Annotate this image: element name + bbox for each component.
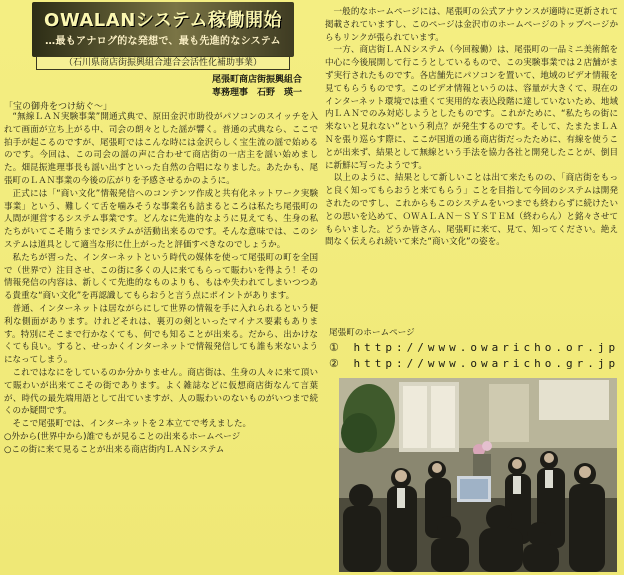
left-paragraph: 私たちが習った、インターネットという時代の媒体を使って尾張町の町を全国で（世界で）注目させ、この街に多くの人に来てもらって賑わいを得よう！その情報発信の内容は、新しくて先進的なものよりも、もはや失われてしまいつつある貴重な“商い文化”を再認識してもらおうと言う点にポイントがあります。 — [4, 252, 318, 302]
right-paragraph: 一般的なホームページには、尾張町の公式アナウンスが適時に更新されて掲載されていますし、このページは金沢市のホームページのトップページからもリンクが張られています。 — [325, 7, 618, 43]
list-item: ○この街に来て見ることが出来る商店街内ＬＡＮシステム — [4, 444, 225, 455]
section-heading: 「宝の御舟をつけ紡ぐ～」 — [4, 102, 113, 112]
ceremony-photo-illustration — [339, 378, 617, 572]
ceremony-photo — [339, 378, 617, 572]
url-number: ① — [329, 341, 343, 354]
url-number: ② — [329, 357, 343, 370]
author-name: 専務理事 石野 瑛一 — [212, 88, 303, 98]
right-paragraph: 一方、商店街ＬＡＮシステム（今回稼働）は、尾張町の一品ミニ美術館を中心に今後展開して行こうとしているもので、この実験事業では２店舗がまず実行されたものです。各店舗先にパソコンを置いて、地域のビデオ情報を見てもらうものです。このビデオ情報というのは、容量が大きくて、現在のインターネット環境では重くて実用的な表込段階に達していないため、地域内ＬＡＮでのみ対応しようとしたものです。これがために、“私たちの街に来ないと見れない”という利点？が発生するのです。そして、たまたまＬＡＮを張り巡らす際に、ここが国道の通る商店街だったために、有線を使うことが出来ず、結果として無線という手法を協力各社と開発したことが、倒目に新鮮に写ったようです。 — [325, 45, 618, 171]
homepage-heading: 尾張町のホームページ — [329, 328, 415, 338]
left-paragraph: そこで尾張町では、インターネットを２本立てで考えました。 — [12, 419, 252, 430]
homepage-url-2[interactable] — [329, 357, 619, 370]
homepage-url-1[interactable] — [329, 341, 619, 354]
article-title: OWALANシステム稼働開始 — [44, 10, 282, 31]
left-paragraph: “無線ＬＡＮ実験事業”開通式典で、原田金沢市助役がパソコンのスイッチを入れて画面が立ち上がる中、司会の朗々とした謡が響く。普通の式典なら、ここで拍手が起こるのですが、尾張町ではこんな時には金沢らしく宝生流の謡で始めるのです。今回は、この司会の謡の声に合わせて商店街の一店主を謡い始めました。畑昆振進理事長も謡い出すといった自然の合唱になりました。あたかも、尾張町のＬＡＮ事業の今後の広がりを予感させるかのように。 — [4, 112, 318, 186]
left-paragraph: 正式には「“商い文化”情報発信へのコンテンツ作成と共有化ネットワーク実験事業」という、難しくて舌を噛みそうな事業名も詰まるところは私たち尾張町の人間が運営するシステム事業です。どんなに先進的なように見えても、生身の私たちがいてこそ賄うまでシステムが活動出来るのです。そんな意味では、このシステムは道具として適当な形に仕上がったと評価すべきなのでしょうか。 — [4, 188, 318, 250]
list-item: ○外から(世界中から)誰でもが見ることの出来るホームページ — [4, 431, 241, 442]
title-banner — [32, 2, 294, 57]
right-column-body — [325, 6, 618, 249]
right-paragraph: 以上のように、結果として新しいことは出て来たものの、「商店街をもっと良く知ってもらおうと来てもらう」ことを目指して今回のシステムは開発されたのですし、これからもこのシステムをいつまでも終わらずに続けたいとの思いを込めて、ＯＷＡＬＡＮ－ＳＹＳＴＥＭ（終わらん）と銘々させてもらいました。どうか皆さん、尾張町に来て、見て、知ってください。絶え間なく伝えられ続いて来た“商い文化”の姿を。 — [325, 173, 618, 248]
article-subtitle: …最もアナログ的な発想で、最も先進的なシステム — [45, 36, 281, 47]
url-text: http://www.owaricho.gr.jp — [353, 357, 620, 370]
left-paragraph: 普通、インターネットは居ながらにして世界の情報を手に入れられるという便利な側面があります。けれどそれは、裏刃の剣といったマイナス要素もあります。特別にそこまで行かなくても、何でも知ることが出来る。だから、出かけなくても良い。すると、せっかくインターネットで情報発信しても誰も来ないようになってしまう。 — [4, 303, 318, 366]
author-organization: 尾張町商店街振興組合 — [212, 75, 303, 85]
left-paragraph: これではなにをしているのか分かりません。商店街は、生身の人々に来て頂いて賑わいが出来てこその街であります。よく雑誌などに仮想商店街なんて言葉が、時代の最先端用語として出ていますが、人の賑わいのないものがいつまで続くのか疑問です。 — [4, 367, 318, 417]
organization-line: （石川県商店街振興組合連合会活性化補助事業） — [36, 56, 290, 70]
left-column-body — [4, 111, 318, 457]
url-text: http://www.owaricho.or.jp — [353, 341, 620, 354]
